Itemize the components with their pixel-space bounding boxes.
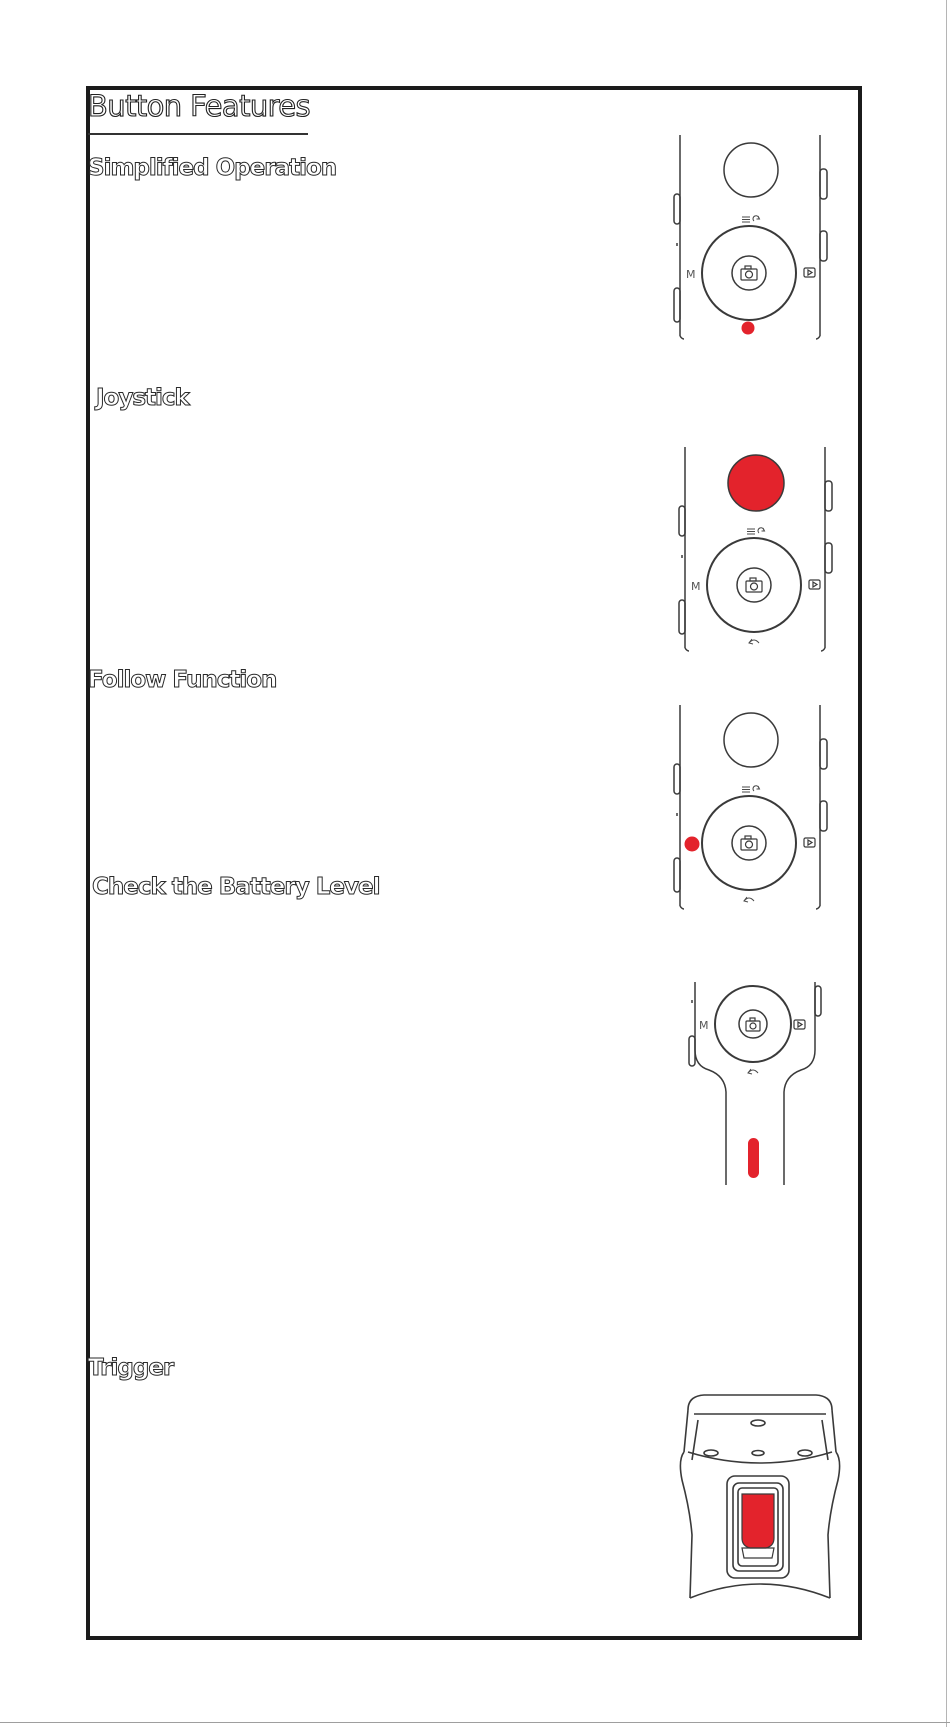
camera-icon bbox=[746, 578, 762, 592]
camera-icon bbox=[746, 1018, 760, 1031]
gimbal-trigger-illustration bbox=[670, 1390, 845, 1610]
playback-icon bbox=[809, 580, 820, 589]
trigger-button-highlight bbox=[742, 1494, 774, 1548]
page-title: Button Features bbox=[88, 89, 311, 123]
highlight-dot bbox=[742, 322, 755, 335]
playback-icon bbox=[804, 268, 815, 277]
menu-icon bbox=[742, 787, 750, 792]
section-title-follow-function: Follow Function bbox=[88, 667, 277, 693]
section-title-trigger: Trigger bbox=[88, 1355, 174, 1381]
recenter-icon bbox=[744, 897, 754, 902]
mode-label: M bbox=[686, 268, 696, 281]
menu-icon bbox=[742, 217, 750, 222]
gimbal-control-panel-illustration bbox=[675, 445, 845, 655]
mode-button-highlight bbox=[685, 837, 700, 852]
battery-indicator bbox=[748, 1138, 759, 1178]
mode-label: M bbox=[699, 1019, 709, 1032]
gimbal-control-panel-illustration bbox=[670, 133, 840, 343]
playback-icon bbox=[804, 838, 815, 847]
rotate-icon bbox=[758, 528, 764, 533]
camera-icon bbox=[741, 836, 757, 850]
recenter-icon bbox=[748, 1069, 758, 1074]
rotate-icon bbox=[753, 786, 759, 791]
joystick-highlight bbox=[728, 455, 784, 511]
menu-icon bbox=[747, 529, 755, 534]
gimbal-handle-battery-illustration bbox=[685, 980, 825, 1190]
recenter-icon bbox=[749, 639, 759, 644]
section-title-joystick: Joystick bbox=[96, 385, 189, 411]
page-edge bbox=[0, 1722, 950, 1723]
section-title-simplified-operation: Simplified Operation bbox=[88, 155, 337, 181]
rotate-icon bbox=[753, 216, 759, 221]
gimbal-control-panel-illustration bbox=[670, 703, 840, 913]
page-edge bbox=[946, 0, 947, 1727]
playback-icon bbox=[794, 1020, 805, 1029]
title-underline bbox=[88, 133, 308, 135]
mode-label: M bbox=[691, 580, 701, 593]
section-title-battery-level: Check the Battery Level bbox=[92, 874, 380, 900]
camera-icon bbox=[741, 266, 757, 280]
